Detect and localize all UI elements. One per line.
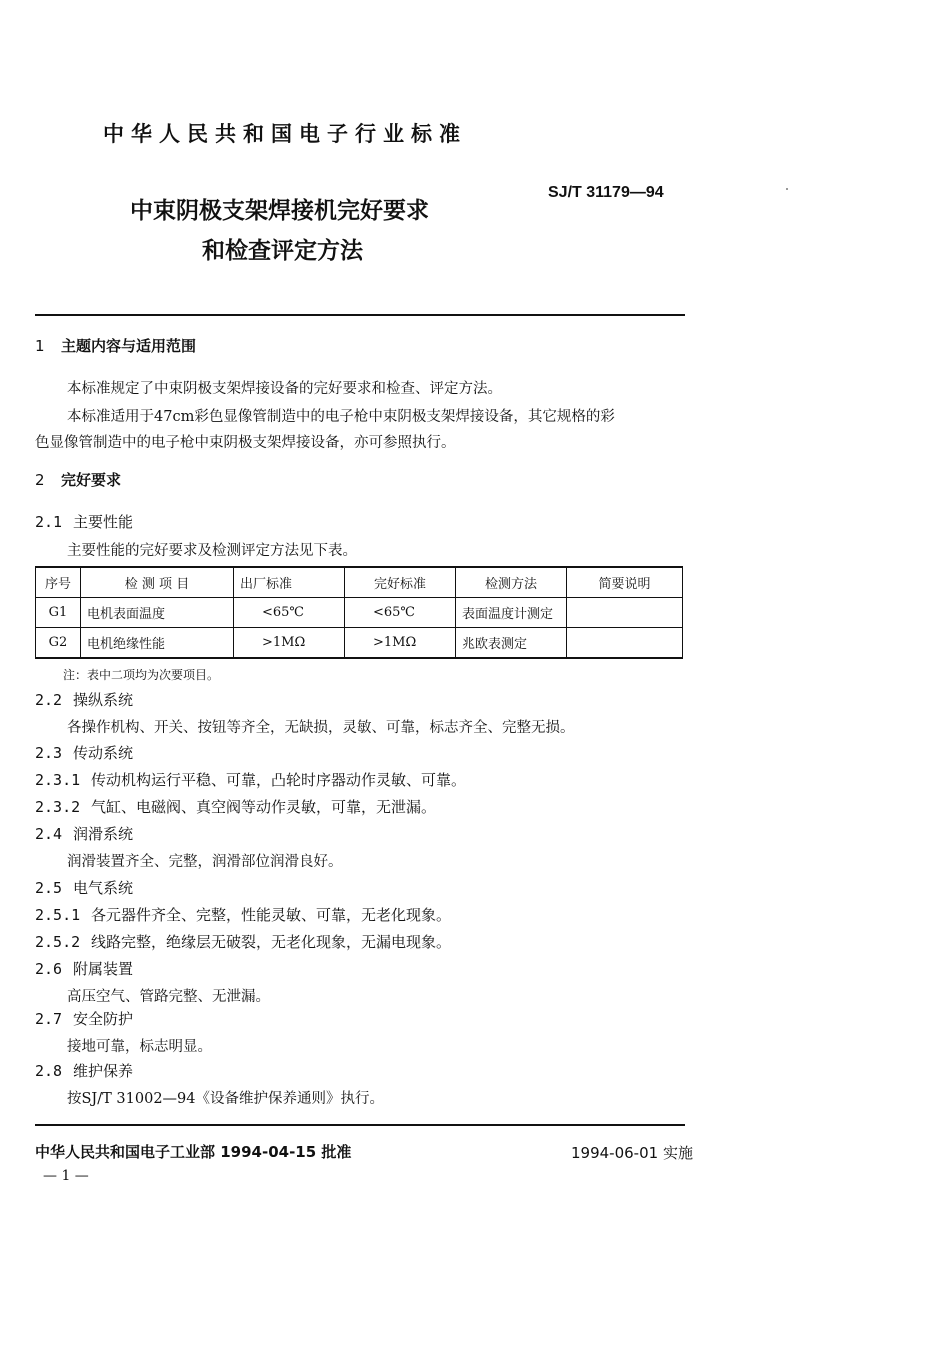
table-header-cell: 检 测 项 目 (81, 567, 234, 598)
scan-speck (786, 188, 788, 190)
table-row (36, 628, 683, 659)
subsection-2-5-1-text: 各元器件齐全、完整，性能灵敏、可靠，无老化现象。 (91, 906, 452, 924)
table-cell: >1MΩ (234, 628, 345, 659)
subsection-2-6-title: 附属装置 (73, 960, 134, 978)
subsection-2-3-2 (35, 796, 436, 817)
subsection-2-6-text: 高压空气、管路完整、无泄漏。 (67, 989, 270, 1005)
subsection-2-2-heading (35, 689, 133, 710)
table-header-cell: 序号 (36, 567, 81, 598)
table-cell: 兆欧表测定 (456, 628, 567, 659)
subsection-2-5-2-number: 2.5.2 (35, 933, 81, 951)
standard-name: 中华人民共和国电子行业标准 (103, 122, 467, 146)
subsection-2-1-heading (35, 511, 133, 532)
approval-line: 中华人民共和国电子工业部 1994-04-15 批准 (35, 1143, 352, 1161)
subsection-2-3-1-number: 2.3.1 (35, 771, 81, 789)
section-2-heading (35, 469, 121, 490)
subsection-2-8-number: 2.8 (35, 1062, 63, 1080)
table-note: 注：表中二项均为次要项目。 (63, 668, 220, 682)
subsection-2-5-2-text: 线路完整，绝缘层无破裂，无老化现象，无漏电现象。 (91, 933, 452, 951)
table-row (36, 598, 683, 628)
table-cell: >1MΩ (345, 628, 456, 659)
subsection-2-2-title: 操纵系统 (73, 691, 134, 709)
subsection-2-3-number: 2.3 (35, 744, 63, 762)
table-header-row (36, 567, 683, 598)
subsection-2-7-title: 安全防护 (73, 1010, 134, 1028)
table-header-cell: 检测方法 (456, 567, 567, 598)
subsection-2-2-text: 各操作机构、开关、按钮等齐全，无缺损，灵敏、可靠，标志齐全、完整无损。 (67, 720, 575, 736)
subsection-2-1-title: 主要性能 (73, 513, 134, 531)
subsection-2-6-number: 2.6 (35, 960, 63, 978)
page-number: — 1 — (43, 1168, 89, 1184)
subsection-2-7-text: 接地可靠，标志明显。 (67, 1039, 212, 1055)
table-cell: G1 (36, 598, 81, 628)
performance-table (35, 566, 683, 659)
subsection-2-4-heading (35, 823, 133, 844)
subsection-2-3-1 (35, 769, 466, 790)
section-1-para1: 本标准规定了中束阴极支架焊接设备的完好要求和检查、评定方法。 (67, 381, 502, 397)
section-1-para3: 色显像管制造中的电子枪中束阴极支架焊接设备，亦可参照执行。 (35, 435, 456, 451)
subsection-2-5-title: 电气系统 (73, 879, 134, 897)
table-cell: <65℃ (234, 598, 345, 628)
table-cell: 电机绝缘性能 (81, 628, 234, 659)
subsection-2-3-1-text: 传动机构运行平稳、可靠，凸轮时序器动作灵敏、可靠。 (91, 771, 467, 789)
table-header-cell: 出厂标准 (234, 567, 345, 598)
subsection-2-5-number: 2.5 (35, 879, 63, 897)
table-cell (567, 598, 683, 628)
subsection-2-1-number: 2.1 (35, 513, 63, 531)
subsection-2-4-title: 润滑系统 (73, 825, 134, 843)
table-cell (567, 628, 683, 659)
document-code: SJ/T 31179—94 (548, 184, 664, 201)
section-1-title: 主题内容与适用范围 (61, 337, 197, 355)
table-cell: 表面温度计测定 (456, 598, 567, 628)
subsection-2-4-text: 润滑装置齐全、完整，润滑部位润滑良好。 (67, 854, 343, 870)
subsection-2-6-heading (35, 958, 133, 979)
bottom-rule (35, 1124, 685, 1126)
subsection-2-3-heading (35, 742, 133, 763)
section-2-number: 2 (35, 471, 45, 489)
table-header-cell: 完好标准 (345, 567, 456, 598)
subsection-2-8-text: 按SJ/T 31002—94《设备维护保养通则》执行。 (67, 1091, 384, 1107)
subsection-2-5-1-number: 2.5.1 (35, 906, 81, 924)
section-1-number: 1 (35, 337, 45, 355)
subsection-2-4-number: 2.4 (35, 825, 63, 843)
subsection-2-7-heading (35, 1008, 133, 1029)
subsection-2-5-heading (35, 877, 133, 898)
subsection-2-3-title: 传动系统 (73, 744, 134, 762)
document-title-line1: 中束阴极支架焊接机完好要求 (130, 198, 429, 224)
subsection-2-7-number: 2.7 (35, 1010, 63, 1028)
subsection-2-1-text: 主要性能的完好要求及检测评定方法见下表。 (67, 543, 357, 559)
section-2-title: 完好要求 (61, 471, 122, 489)
section-1-para2: 本标准适用于47cm彩色显像管制造中的电子枪中束阴极支架焊接设备，其它规格的彩 (67, 409, 615, 425)
subsection-2-8-title: 维护保养 (73, 1062, 134, 1080)
section-1-heading (35, 335, 196, 356)
table-cell: <65℃ (345, 598, 456, 628)
table-header-cell: 简要说明 (567, 567, 683, 598)
subsection-2-8-heading (35, 1060, 133, 1081)
document-title-line2: 和检查评定方法 (202, 238, 363, 264)
table-cell: 电机表面温度 (81, 598, 234, 628)
implementation-date: 1994-06-01 实施 (571, 1144, 693, 1162)
table-cell: G2 (36, 628, 81, 659)
subsection-2-3-2-number: 2.3.2 (35, 798, 81, 816)
subsection-2-5-2 (35, 931, 451, 952)
subsection-2-5-1 (35, 904, 451, 925)
subsection-2-2-number: 2.2 (35, 691, 63, 709)
top-rule (35, 314, 685, 316)
subsection-2-3-2-text: 气缸、电磁阀、真空阀等动作灵敏，可靠，无泄漏。 (91, 798, 437, 816)
